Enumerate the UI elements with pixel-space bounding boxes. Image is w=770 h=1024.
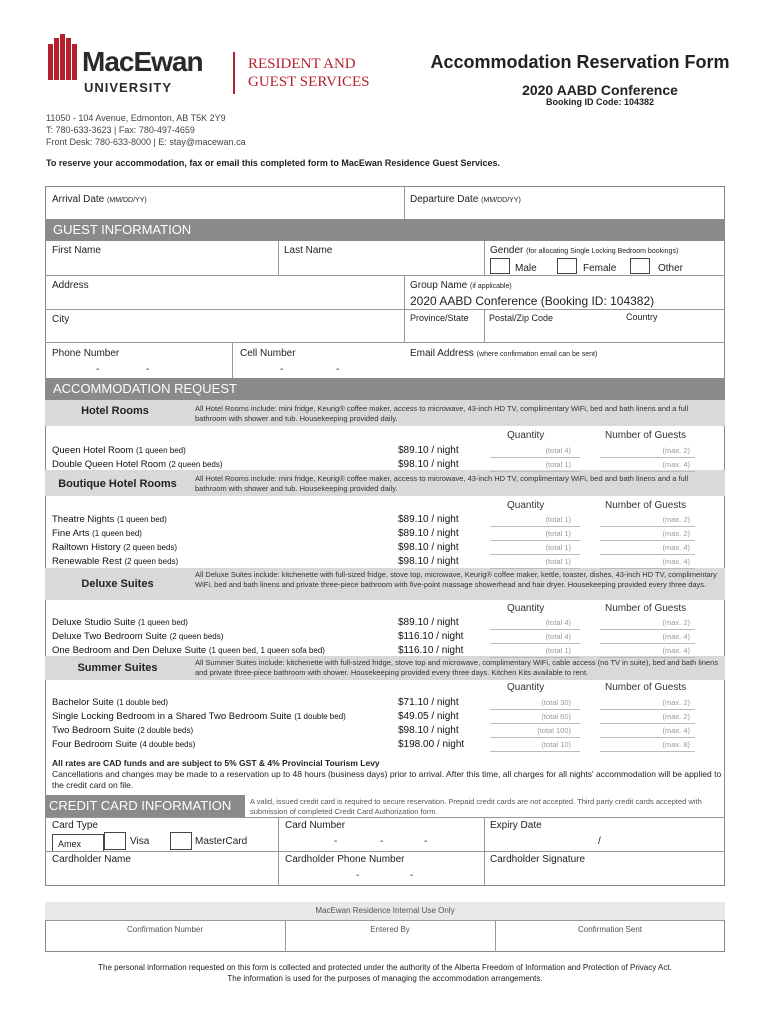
quantity-underline: [490, 629, 580, 630]
room-name: Four Bedroom Suite: [52, 739, 140, 750]
room-price: $98.10 / night: [398, 542, 459, 553]
quantity-input[interactable]: (total 60): [541, 712, 571, 721]
cardholder-phone-field[interactable]: Cardholder Phone Number: [285, 854, 405, 865]
guests-input[interactable]: (max. 2): [662, 698, 690, 707]
guests-underline: [600, 540, 695, 541]
last-name-field[interactable]: Last Name: [284, 245, 333, 256]
guests-header: Number of Guests: [605, 430, 687, 441]
guests-input[interactable]: (max. 4): [662, 632, 690, 641]
room-name: Single Locking Bedroom in a Shared Two Bedroom Suite: [52, 711, 295, 722]
guests-input[interactable]: (max. 4): [662, 557, 690, 566]
room-bed-note: (1 double bed): [116, 698, 169, 707]
quantity-underline: [490, 751, 580, 752]
guests-input[interactable]: (max. 4): [662, 726, 690, 735]
room-price: $89.10 / night: [398, 445, 459, 456]
guests-underline: [600, 723, 695, 724]
accommodation-header: ACCOMMODATION REQUEST: [45, 378, 725, 400]
hotel-rooms-description: All Hotel Rooms include: mini fridge, Keurig® coffee maker, access to microwave, 43-inch HD TV, complimentary WiFi, bed and bath linens and a full bathroom with shower and tub. Housekeeping provided daily.: [195, 404, 689, 423]
boutique-rooms-title: Boutique Hotel Rooms: [58, 478, 177, 490]
guests-underline: [600, 554, 695, 555]
cardholder-phone-dash: -: [410, 870, 414, 881]
room-row: [52, 725, 392, 736]
cell-dash: -: [280, 364, 284, 375]
gender-other-checkbox[interactable]: [630, 258, 650, 274]
terms-notes: [52, 758, 722, 791]
arrival-date-label[interactable]: Arrival Date (MM/DD/YY): [52, 194, 147, 205]
first-name-field[interactable]: First Name: [52, 245, 101, 256]
quantity-underline: [490, 643, 580, 644]
room-name: Theatre Nights: [52, 514, 117, 525]
cardholder-name-field[interactable]: Cardholder Name: [52, 854, 131, 865]
quantity-input[interactable]: (total 1): [545, 529, 571, 538]
gender-label: Gender (for allocating Single Locking Bedroom bookings): [490, 245, 679, 256]
room-row: [52, 514, 392, 525]
booking-id: Booking ID Code: 104382: [545, 97, 655, 107]
room-bed-note: (2 queen beds): [168, 460, 223, 469]
quantity-input[interactable]: (total 4): [545, 446, 571, 455]
frontdesk-line: Front Desk: 780-633-8000 | E: stay@macewan.ca: [46, 137, 246, 147]
cancellation-note: Cancellations and changes may be made to a reservation up to 48 hours (business days) prior to arrival. After this time, all charges for all nights' accommodation will be applied to the credit card on file.: [52, 769, 722, 790]
summer-suites-title: Summer Suites: [77, 662, 158, 674]
room-price: $98.10 / night: [398, 459, 459, 470]
quantity-input[interactable]: (total 30): [541, 698, 571, 707]
room-price: $98.10 / night: [398, 556, 459, 567]
room-name: Fine Arts: [52, 528, 93, 539]
macewan-logo-icon: [48, 34, 78, 80]
privacy-line-2: The information is used for the purposes of managing the accommodation arrangements.: [227, 974, 543, 983]
quantity-underline: [490, 737, 580, 738]
room-name: Two Bedroom Suite: [52, 725, 138, 736]
quantity-input[interactable]: (total 4): [545, 632, 571, 641]
internal-use-title: MacEwan Residence Internal Use Only: [315, 906, 455, 915]
room-row: [52, 445, 392, 456]
contact-address: [46, 112, 246, 148]
room-bed-note: (2 queen beds): [124, 557, 179, 566]
quantity-underline: [490, 657, 580, 658]
room-name: Deluxe Studio Suite: [52, 617, 139, 628]
room-bed-note: (2 queen beds): [169, 632, 224, 641]
room-bed-note: (4 double beds): [139, 740, 196, 749]
dept-line-1: RESIDENT AND: [248, 56, 356, 72]
quantity-underline: [490, 540, 580, 541]
room-price: $89.10 / night: [398, 514, 459, 525]
quantity-input[interactable]: (total 1): [545, 557, 571, 566]
quantity-input[interactable]: (total 4): [545, 618, 571, 627]
room-name: Railtown History: [52, 542, 124, 553]
room-bed-note: (1 queen bed, 1 queen sofa bed): [208, 646, 325, 655]
cell-dash: -: [336, 364, 340, 375]
quantity-underline: [490, 471, 580, 472]
room-price: $89.10 / night: [398, 528, 459, 539]
guests-input[interactable]: (max. 2): [662, 618, 690, 627]
room-name: Renewable Rest: [52, 556, 125, 567]
country-field[interactable]: Country: [626, 312, 658, 322]
guests-underline: [600, 643, 695, 644]
province-field[interactable]: Province/State: [410, 313, 469, 323]
guests-input[interactable]: (max. 4): [662, 460, 690, 469]
phone-dash: -: [96, 364, 100, 375]
room-price: $198.00 / night: [398, 739, 465, 750]
room-row: [52, 631, 392, 642]
card-number-dash: -: [424, 836, 428, 847]
guests-input[interactable]: (max. 4): [662, 646, 690, 655]
quantity-input[interactable]: (total 1): [545, 515, 571, 524]
deluxe-suites-description: All Deluxe Suites include: kitchenette with full-sized fridge, stove top, microwave, Keurig® coffee maker, kettle, toaster, dishes, 43-inch HD TV, complimentary WiFi, bed and bath linens and private three-piece bathroom with five-point massage showerhead and hair dryer. Housekeeping provided every three days.: [195, 570, 717, 589]
postal-field[interactable]: Postal/Zip Code: [489, 313, 554, 323]
room-row: [52, 739, 392, 750]
department-name: [248, 55, 369, 91]
quantity-input[interactable]: (total 1): [545, 543, 571, 552]
guests-input[interactable]: (max. 2): [662, 515, 690, 524]
boutique-rooms-description: All Hotel Rooms include: mini fridge, Keurig® coffee maker, access to microwave, 43-inch HD TV, complimentary WiFi, bed and bath linens and a full bathroom with shower and tub. Housekeeping provided daily.: [195, 474, 689, 493]
guests-underline: [600, 568, 695, 569]
address-field[interactable]: Address: [52, 280, 89, 291]
logo-divider: [233, 52, 235, 94]
guests-header: Number of Guests: [605, 682, 687, 693]
room-row: [52, 617, 392, 628]
room-bed-note: (1 queen bed): [92, 529, 142, 538]
privacy-footer: [40, 962, 730, 984]
quantity-underline: [490, 709, 580, 710]
room-price: $98.10 / night: [398, 725, 459, 736]
card-number-dash: -: [380, 836, 384, 847]
quantity-underline: [490, 723, 580, 724]
room-price: $49.05 / night: [398, 711, 459, 722]
mastercard-label: MasterCard: [195, 836, 248, 847]
male-label: Male: [515, 263, 537, 274]
quantity-underline: [490, 526, 580, 527]
quantity-underline: [490, 568, 580, 569]
address-line: 11050 - 104 Avenue, Edmonton, AB T5K 2Y9: [46, 113, 226, 123]
room-name: Double Queen Hotel Room: [52, 459, 169, 470]
guests-underline: [600, 526, 695, 527]
deluxe-suites-title: Deluxe Suites: [81, 578, 154, 590]
summer-suites-description: All Summer Suites include: kitchenette with full-sized fridge, stove top and microwave, complimentary WiFi, cable access (no TV in suite), bed and bath linens and private three-piece bathroom with shower. Housekeeping provided every three days. Kitchen Kits available to rent.: [195, 658, 719, 677]
quantity-underline: [490, 554, 580, 555]
hotel-rooms-title: Hotel Rooms: [81, 405, 149, 417]
city-field[interactable]: City: [52, 314, 70, 325]
logo-university: UNIVERSITY: [84, 80, 173, 95]
room-price: $116.10 / night: [398, 631, 464, 642]
visa-label: Visa: [130, 836, 150, 847]
card-type-label: Card Type: [52, 820, 98, 831]
quantity-input[interactable]: (total 100): [537, 726, 571, 735]
group-name-value[interactable]: 2020 AABD Conference (Booking ID: 104382): [410, 294, 655, 308]
quantity-input[interactable]: (total 1): [545, 460, 571, 469]
expiry-slash: /: [598, 836, 601, 847]
card-number-dash: -: [334, 836, 338, 847]
cell-field[interactable]: Cell Number: [240, 348, 296, 359]
form-title: Accommodation Reservation Form: [430, 52, 730, 72]
guests-input[interactable]: (max. 4): [662, 543, 690, 552]
group-name-label: Group Name (if applicable): [410, 280, 512, 291]
room-row: [52, 711, 392, 722]
other-label: Other: [658, 263, 684, 274]
departure-date-label[interactable]: Departure Date (MM/DD/YY): [410, 194, 521, 205]
guests-underline: [600, 709, 695, 710]
guest-info-header: GUEST INFORMATION: [45, 219, 725, 241]
email-field[interactable]: Email Address (where confirmation email can be sent): [410, 348, 598, 359]
room-bed-note: (1 double bed): [294, 712, 346, 721]
phone-field[interactable]: Phone Number: [52, 348, 120, 359]
guests-header: Number of Guests: [605, 500, 687, 511]
room-bed-note: (1 queen bed): [135, 446, 186, 455]
guests-input[interactable]: (max. 8): [662, 740, 690, 749]
instructions: To reserve your accommodation, fax or email this completed form to MacEwan Residence Guest Services.: [46, 158, 500, 168]
privacy-line-1: The personal information requested on this form is collected and protected under the authority of the Alberta Freedom of Information and Protection of Privacy Act.: [98, 963, 672, 972]
card-number-field[interactable]: Card Number: [285, 820, 346, 831]
room-bed-note: (1 queen bed): [116, 515, 167, 524]
amex-label: Amex: [58, 839, 82, 849]
room-price: $89.10 / night: [398, 617, 459, 628]
dept-line-2: GUEST SERVICES: [248, 74, 370, 90]
guests-underline: [600, 657, 695, 658]
confirmation-sent-label: Confirmation Sent: [577, 925, 643, 934]
credit-card-header: CREDIT CARD INFORMATION: [45, 795, 245, 817]
quantity-header: Quantity: [507, 682, 545, 693]
room-name: Queen Hotel Room: [52, 445, 136, 456]
guests-input[interactable]: (max. 2): [662, 446, 690, 455]
room-row: [52, 697, 392, 708]
guests-header: Number of Guests: [605, 603, 687, 614]
room-bed-note: (2 queen beds): [123, 543, 178, 552]
guests-underline: [600, 751, 695, 752]
quantity-input[interactable]: (total 1): [545, 646, 571, 655]
guests-underline: [600, 471, 695, 472]
room-row: [52, 542, 392, 553]
phone-dash: -: [146, 364, 150, 375]
room-row: [52, 556, 392, 567]
confirmation-number-label: Confirmation Number: [126, 925, 204, 934]
guests-input[interactable]: (max. 2): [662, 529, 690, 538]
quantity-header: Quantity: [507, 603, 545, 614]
room-name: Deluxe Two Bedroom Suite: [52, 631, 170, 642]
quantity-header: Quantity: [507, 500, 545, 511]
logo-name: MacEwan: [82, 46, 203, 77]
credit-card-note: A valid, issued credit card is required to secure reservation. Prepaid credit cards are not accepted. Third party credit cards accepted with submission of completed Credit Card Authorization form.: [250, 797, 702, 816]
guests-underline: [600, 629, 695, 630]
female-label: Female: [583, 263, 617, 274]
expiry-date-field[interactable]: Expiry Date: [490, 820, 542, 831]
room-row: [52, 528, 392, 539]
quantity-header: Quantity: [507, 430, 545, 441]
gender-male-checkbox[interactable]: [490, 258, 510, 274]
room-name: Bachelor Suite: [52, 697, 117, 708]
quantity-underline: [490, 457, 580, 458]
room-row: [52, 459, 392, 470]
mastercard-checkbox[interactable]: [170, 832, 192, 850]
conference-name: 2020 AABD Conference: [522, 82, 678, 98]
quantity-input[interactable]: (total 10): [541, 740, 571, 749]
cardholder-signature-field[interactable]: Cardholder Signature: [490, 854, 586, 865]
gender-female-checkbox[interactable]: [557, 258, 577, 274]
room-price: $116.10 / night: [398, 645, 464, 656]
guests-input[interactable]: (max. 2): [662, 712, 690, 721]
room-price: $71.10 / night: [398, 697, 459, 708]
cardholder-phone-dash: -: [356, 870, 360, 881]
room-bed-note: (2 double beds): [137, 726, 194, 735]
guests-underline: [600, 457, 695, 458]
visa-checkbox[interactable]: [104, 832, 126, 850]
guests-underline: [600, 737, 695, 738]
phone-line: T: 780-633-3623 | Fax: 780-497-4659: [46, 125, 195, 135]
room-row: [52, 645, 392, 656]
tax-note: All rates are CAD funds and are subject to 5% GST & 4% Provincial Tourism Levy: [52, 758, 380, 768]
room-name: One Bedroom and Den Deluxe Suite: [52, 645, 209, 656]
room-bed-note: (1 queen bed): [138, 618, 188, 627]
entered-by-label: Entered By: [370, 925, 410, 934]
